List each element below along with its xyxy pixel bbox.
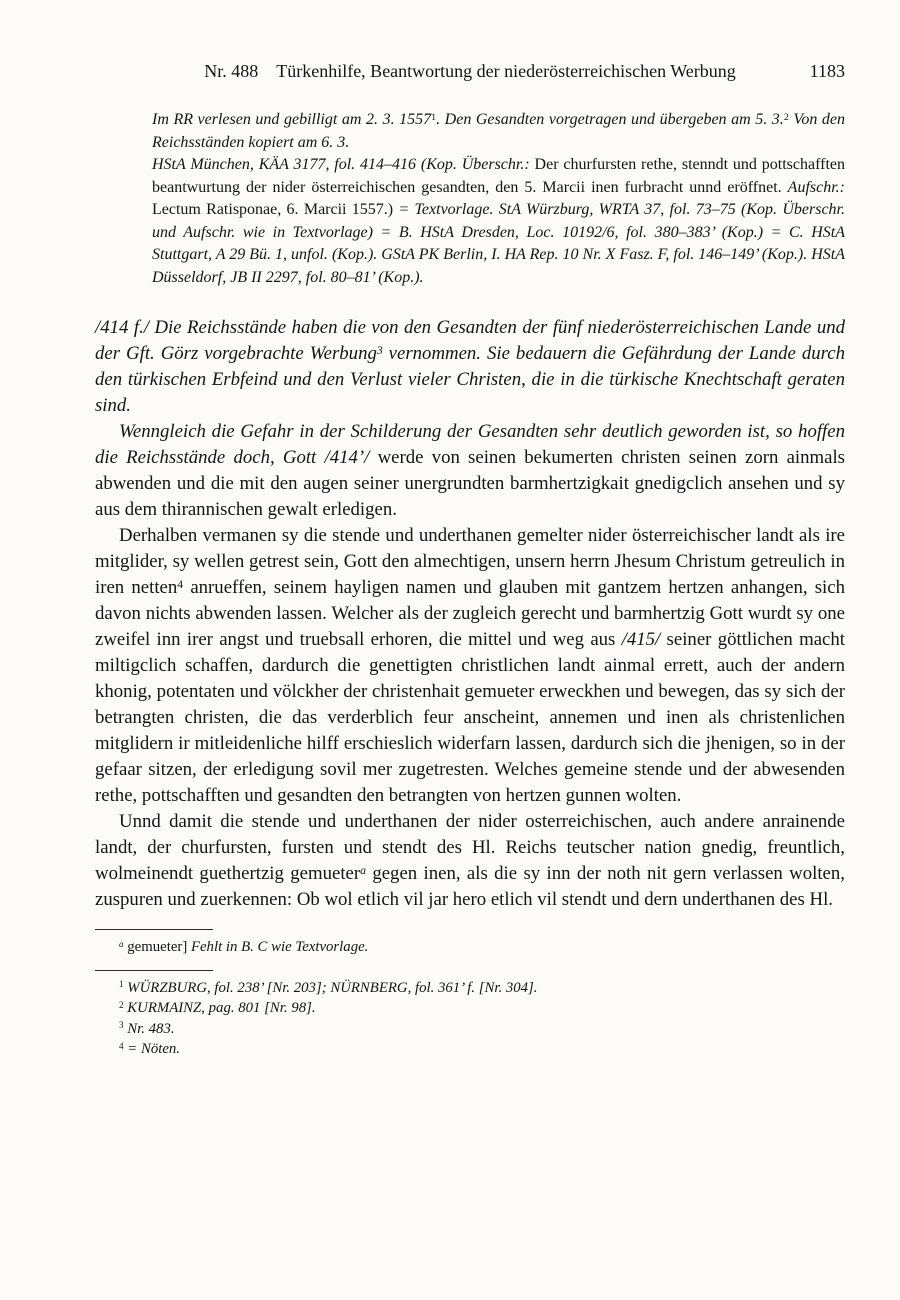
paragraph: [95, 978, 845, 999]
text-run: KURMAINZ, pag. 801 [Nr. 98].: [123, 1000, 316, 1016]
text-run: Wenngleich die Gefahr in der Schilderung der Gesandten sehr deutlich geworden ist, so hoffen die Reichsstände doch, Gott /414’/: [95, 421, 845, 468]
text-run: . Den Gesandten vorgetragen und übergeben am 5. 3.: [436, 111, 784, 128]
text-run: Derhalben vermanen sy die stende und underthanen gemelter nider österreichischer landt als ire mitglider, sy wellen getrest sein, Gott den almechtigen, unsern herrn Jhesum Christum getreulich in iren netten: [95, 525, 845, 598]
paragraph: [95, 937, 845, 958]
paragraph: [95, 1019, 845, 1040]
text-run: anrueffen, seinem hayligen namen und glauben mit gantzem hertzen anhangen, sich davon nichts abwenden lassen. Welcher als der zugleich gerecht und barmhertzig Gott wurdt sy one zweifel inn irer angst und truebsall erhoren, die mittel und weg aus: [95, 577, 845, 650]
text-run: = Nöten.: [123, 1041, 181, 1057]
paragraph: [95, 523, 845, 809]
footnote-marker: 2: [119, 999, 124, 1010]
footnote-marker: 3: [119, 1020, 124, 1031]
text-run: Unnd damit die stende und underthanen der nider osterreichischen, auch andere anrainende landt, der churfursten, fursten und stendt des Hl. Reichs teutscher nation gnedig, freuntlich, wolmeinendt guethertzig gemueter: [95, 811, 845, 884]
paragraph: [95, 998, 845, 1019]
footnote-marker: 4: [119, 1040, 124, 1051]
footnote-marker: a: [119, 938, 124, 949]
footnote-marker: 1: [431, 111, 437, 123]
text-run: /414 f./ Die Reichsstände haben die von den Gesandten der fünf niederösterreichischen Lande und der Gft. Görz vorgebrachte Werbung: [95, 317, 845, 364]
footnote-marker: 3: [376, 343, 383, 357]
paragraph: [95, 1039, 845, 1060]
paragraph: [152, 154, 845, 289]
text-run: Von den Reichsständen kopiert am 6. 3.: [152, 111, 845, 151]
running-head: [95, 60, 845, 83]
text-run: Aufschr.:: [787, 178, 845, 196]
paragraph: [95, 809, 845, 913]
text-run: gegen inen, als die sy inn der noth nit gern verlassen wolten, zuspuren und zuerkennen: Ob wol etlich vil jar hero etlich vil stendt und dern underthanen des Hl.: [95, 863, 845, 910]
text-run: Im RR verlesen und gebilligt am 2. 3. 1557: [152, 111, 432, 128]
paragraph: [152, 109, 845, 154]
document-number: Nr. 488: [204, 61, 259, 81]
text-run: /415/: [621, 629, 661, 650]
paragraph: [95, 419, 845, 523]
text-run: Lectum Ratisponae, 6. Marcii 1557.): [152, 201, 399, 218]
text-run: werde von seinen bekumerten christen seinen zorn ainmals abwenden und die mit den augen seiner unergrundten barmhertzigkait gnedigclich ansehen und sy aus dem thirannischen gewalt erledigen.: [95, 447, 845, 520]
text-run: HStA München, KÄA 3177, fol. 414–416 (Kop. Überschr.:: [152, 156, 535, 173]
text-run: Der churfursten rethe, stenndt und pottschafften beantwurtung der nider österreichischen gesandten, den 5. Marcii inen furbracht unnd eröffnet.: [152, 156, 845, 196]
footnote-marker: 4: [177, 577, 184, 591]
text-run: Nr. 483.: [123, 1020, 175, 1037]
document-body: [95, 109, 845, 913]
footnote-marker: 1: [119, 979, 124, 990]
footnote-marker: a: [360, 863, 366, 877]
page-number: 1183: [809, 61, 845, 81]
critical-apparatus: [95, 937, 845, 958]
paragraph: [95, 315, 845, 419]
apparatus-separator: [95, 929, 213, 930]
footnotes: [95, 978, 845, 1060]
text-run: = Textvorlage. StA Würzburg, WRTA 37, fol. 73–75 (Kop. Überschr. und Aufschr. wie in Textvorlage) = B. HStA Dresden, Loc. 10192/6, fol. 380–383’ (Kop.) = C. HStA Stuttgart, A 29 Bü. 1, unfol. (Kop.). GStA PK Berlin, I. HA Rep. 10 Nr. X Fasz. F, fol. 146–149’ (Kop.). HStA Düsseldorf, JB II 2297, fol. 80–81’ (Kop.).: [152, 201, 845, 286]
text-run: gemueter]: [123, 939, 191, 955]
text-run: Fehlt in B. C wie Textvorlage.: [190, 939, 369, 955]
running-head-title: Türkenhilfe, Beantwortung der niederösterreichischen Werbung: [276, 61, 736, 81]
footnote-separator: [95, 970, 213, 971]
text-run: vernommen. Sie bedauern die Gefährdung der Lande durch den türkischen Erbfeind und den Verlust vieler Christen, die in die türkische Knechtschaft geraten sind.: [95, 343, 845, 416]
footnote-marker: 2: [783, 111, 789, 123]
text-run: seiner göttlichen macht miltigclich schaffen, dardurch die genettigten christlichen landt ainmal errett, auch der andern khonig, potentaten und völckher der christenhait gemueter erweckhen und bewegen, das sy sich der betrangten christen, die das verderblich feur anscheint, annemen und inen als christenlichen mitglidern ir mitleidenliche hilff erschieslich widerfarn lassen, dardurch sich die jhenigen, so in der gefaar sitzen, der erledigung sovil mer zugetresten. Welches gemeine stende und der abwesenden rethe, pottschafften und gesandten den betrangten von hertzen gunnen wolten.: [95, 629, 845, 806]
text-run: WÜRZBURG, fol. 238’ [Nr. 203]; NÜRNBERG, fol. 361’ f. [Nr. 304].: [123, 979, 538, 996]
